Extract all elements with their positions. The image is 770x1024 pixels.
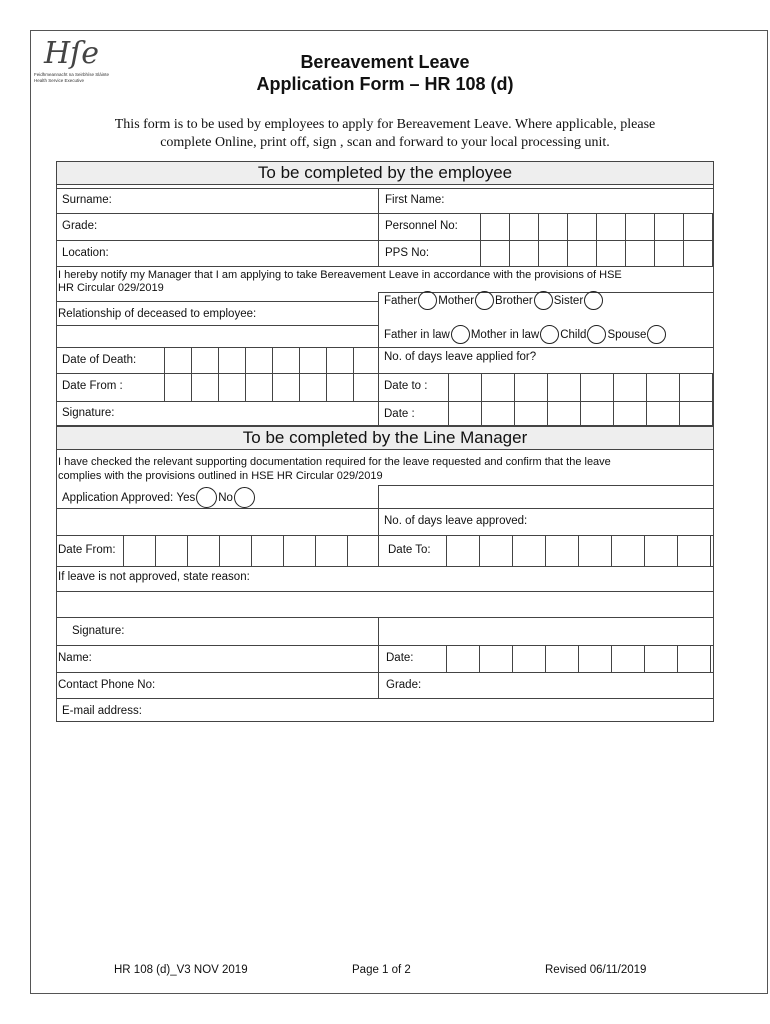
personnel-no-boxes[interactable] bbox=[480, 213, 715, 240]
relation-father: Father bbox=[384, 294, 418, 307]
manager-checked-text: I have checked the relevant supporting documentation required for the leave requested and confirm that the leave complies with the provisions outlined in HSE HR Circular 029/2019 bbox=[58, 456, 611, 482]
form-subtitle: Application Form – HR 108 (d) bbox=[256, 74, 514, 94]
date-to-boxes[interactable] bbox=[448, 373, 715, 426]
pps-no-label: PPS No: bbox=[385, 247, 430, 259]
days-applied-label: No. of days leave applied for? bbox=[384, 351, 537, 363]
manager-name-label: Name: bbox=[58, 652, 92, 664]
approved-yes-label: Yes bbox=[176, 491, 196, 504]
grade-label: Grade: bbox=[62, 220, 98, 232]
approval-options bbox=[62, 487, 256, 508]
approved-yes-radio[interactable] bbox=[196, 487, 217, 508]
first-name-label: First Name: bbox=[385, 194, 445, 206]
father-in-law-radio[interactable] bbox=[451, 325, 470, 344]
surname-field[interactable] bbox=[57, 189, 377, 212]
location-label: Location: bbox=[62, 247, 109, 259]
relation-brother: Brother bbox=[495, 294, 533, 307]
relation-sister: Sister bbox=[553, 294, 584, 307]
manager-date-boxes[interactable] bbox=[446, 645, 715, 672]
relation-mother-in-law: Mother in law bbox=[470, 328, 540, 341]
employee-signature-field[interactable] bbox=[57, 402, 377, 425]
brother-radio[interactable] bbox=[534, 291, 553, 310]
father-radio[interactable] bbox=[418, 291, 437, 310]
manager-signature-field[interactable] bbox=[379, 618, 713, 644]
footer-code: HR 108 (d)_V3 NOV 2019 bbox=[114, 964, 248, 976]
date-from-label: Date From : bbox=[62, 380, 123, 392]
relation-spouse: Spouse bbox=[607, 328, 647, 341]
relation-father-in-law: Father in law bbox=[384, 328, 450, 341]
relationship-label: Relationship of deceased to employee: bbox=[58, 308, 257, 320]
relation-mother: Mother bbox=[438, 294, 475, 307]
pps-no-boxes[interactable] bbox=[480, 240, 715, 266]
employee-section-heading: To be completed by the employee bbox=[56, 161, 714, 185]
date-of-death-boxes[interactable] bbox=[164, 347, 379, 373]
manager-grade-label: Grade: bbox=[386, 679, 422, 691]
hse-logo-mark: Hſe bbox=[44, 36, 100, 71]
approved-no-label: No bbox=[218, 491, 233, 504]
date-from-boxes[interactable] bbox=[164, 373, 379, 401]
mother-radio[interactable] bbox=[475, 291, 494, 310]
manager-date-to-boxes[interactable] bbox=[446, 535, 715, 566]
date-label: Date : bbox=[384, 408, 415, 420]
approved-label: Application Approved: bbox=[62, 491, 174, 504]
manager-section-heading: To be completed by the Line Manager bbox=[56, 426, 714, 450]
contact-phone-label: Contact Phone No: bbox=[58, 679, 156, 691]
reason-field[interactable] bbox=[57, 592, 713, 616]
notify-text: I hereby notify my Manager that I am applying to take Bereavement Leave in accordance with the provisions of HSE HR Circular 029/2019 bbox=[58, 269, 622, 294]
relation-options-row2 bbox=[384, 325, 667, 344]
intro-text: This form is to be used by employees to apply for Bereavement Leave. Where applicable, please complete Online, print off, sign , scan and forward to your local processing unit. bbox=[114, 117, 656, 150]
manager-date-from-boxes[interactable] bbox=[123, 535, 379, 566]
date-to-label: Date to : bbox=[384, 380, 428, 392]
child-radio[interactable] bbox=[587, 325, 606, 344]
sister-radio[interactable] bbox=[584, 291, 603, 310]
personnel-no-label: Personnel No: bbox=[385, 220, 458, 232]
spouse-radio[interactable] bbox=[647, 325, 666, 344]
signature-label: Signature: bbox=[62, 407, 115, 419]
relation-options-row1 bbox=[384, 291, 604, 310]
email-field[interactable] bbox=[160, 699, 713, 721]
reason-label: If leave is not approved, state reason: bbox=[58, 571, 250, 583]
mother-in-law-radio[interactable] bbox=[540, 325, 559, 344]
email-label: E-mail address: bbox=[62, 705, 142, 717]
footer-revised: Revised 06/11/2019 bbox=[545, 964, 647, 976]
days-approved-label: No. of days leave approved: bbox=[384, 515, 528, 527]
manager-date-to-label: Date To: bbox=[388, 544, 431, 556]
form-title: Bereavement Leave bbox=[300, 52, 470, 72]
approved-no-radio[interactable] bbox=[234, 487, 255, 508]
surname-label: Surname: bbox=[62, 194, 112, 206]
date-of-death-label: Date of Death: bbox=[62, 354, 137, 366]
relation-child: Child bbox=[560, 328, 587, 341]
hse-logo-text: Feidhmeannacht na Seirbhíse Sláinte Health Service Executive bbox=[34, 72, 110, 83]
footer-page: Page 1 of 2 bbox=[352, 964, 411, 976]
manager-signature-label: Signature: bbox=[72, 625, 125, 637]
first-name-field[interactable] bbox=[455, 189, 713, 212]
manager-date-from-label: Date From: bbox=[58, 544, 116, 556]
manager-date-label: Date: bbox=[386, 652, 414, 664]
